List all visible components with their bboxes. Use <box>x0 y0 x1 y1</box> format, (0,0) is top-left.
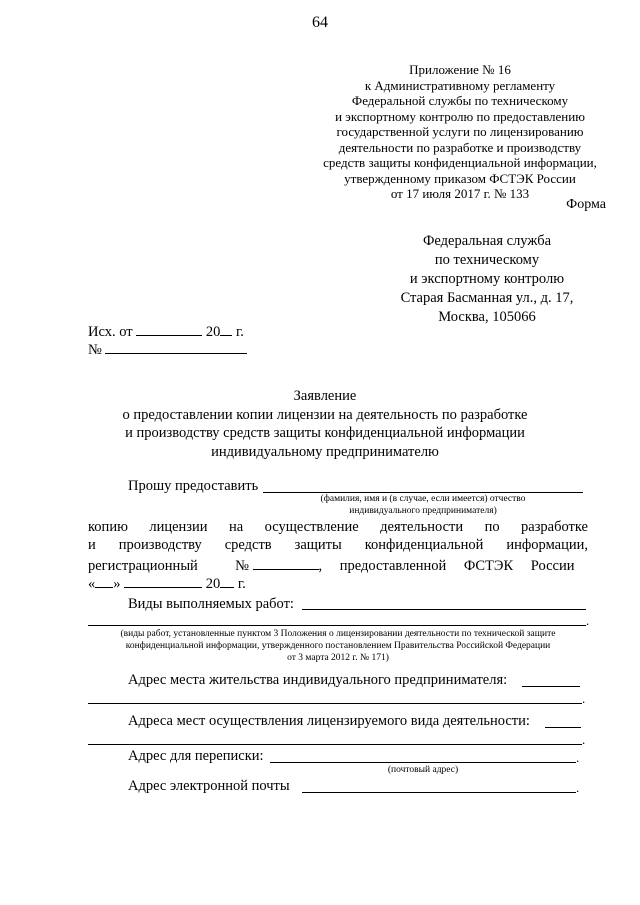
title-line: индивидуальному предпринимателю <box>211 443 439 460</box>
license-year: 20 <box>205 576 221 592</box>
date-close-quote: » <box>113 576 121 592</box>
form-label: Форма <box>566 197 606 212</box>
outgoing-number-field[interactable] <box>105 338 247 354</box>
license-year-field[interactable] <box>220 572 234 588</box>
residence-field-line2[interactable] <box>88 703 582 704</box>
outgoing-suffix: г. <box>236 324 244 340</box>
outgoing-ref-prefix: Исх. от <box>88 324 133 340</box>
residence-label: Адрес места жительства индивидуального предпринимателя: <box>128 672 508 688</box>
correspondence-hint: (почтовый адрес) <box>387 765 459 775</box>
applicant-name-hint <box>263 493 583 517</box>
appendix-line: деятельности по разработке и производству <box>338 139 582 155</box>
correspondence-label: Адрес для переписки: <box>128 748 264 764</box>
license-month-field[interactable] <box>124 572 202 588</box>
request-label: Прошу предоставить <box>128 478 259 494</box>
recipient-block <box>382 232 592 289</box>
activity-places-label: Адреса мест осуществления лицензируемого вида деятельности: <box>128 713 530 729</box>
request-body-line: и производству средств защиты конфиденциальной информации, <box>88 537 588 553</box>
works-label: Виды выполняемых работ: <box>128 596 294 612</box>
email-field[interactable] <box>302 792 576 793</box>
hint-line: индивидуального предпринимателя) <box>349 506 497 516</box>
outgoing-date-field[interactable] <box>136 320 202 336</box>
date-open-quote: « <box>88 576 96 592</box>
outgoing-year-field[interactable] <box>220 320 232 336</box>
title-heading: Заявление <box>293 388 357 404</box>
works-hint-line: (виды работ, установленные пунктом 3 Положения о лицензировании деятельности по технической защите <box>120 629 556 639</box>
recipient-address <box>382 289 592 327</box>
email-label: Адрес электронной почты <box>128 778 290 794</box>
registration-no-label: № <box>235 558 249 574</box>
works-hint-line: от 3 марта 2012 г. № 171) <box>287 653 389 663</box>
title-line: и производству средств защиты конфиденциальной информации <box>125 425 525 441</box>
works-hint-line: конфиденциальной информации, утвержденного постановлением Правительства Российской Федерации <box>125 641 551 651</box>
activity-places-field-line2[interactable] <box>88 744 582 745</box>
appendix-line: Федеральной службы по техническому <box>351 93 569 108</box>
appendix-line: и экспортному контролю по предоставлению <box>335 108 585 124</box>
correspondence-field[interactable] <box>270 762 576 763</box>
works-hint <box>88 628 588 664</box>
registration-label: регистрационный <box>88 558 198 574</box>
license-day-field[interactable] <box>95 572 113 588</box>
recipient-address-line: Старая Басманная ул., д. 17, <box>400 290 574 306</box>
request-body-line: копию лицензии на осуществление деятельности по разработке <box>88 519 588 535</box>
recipient-line: и экспортному контролю <box>409 271 565 287</box>
works-field[interactable] <box>302 609 586 610</box>
outgoing-year: 20 <box>205 324 221 340</box>
appendix-line: Приложение № 16 <box>409 62 511 77</box>
works-field-line2[interactable] <box>88 625 586 626</box>
appendix-line: государственной услуги по лицензированию <box>336 124 584 139</box>
page-number: 64 <box>312 14 328 31</box>
appendix-header <box>300 62 620 202</box>
appendix-line: к Административному регламенту <box>364 77 556 93</box>
hint-line: (фамилия, имя и (в случае, если имеется) отчество <box>320 494 526 504</box>
appendix-line: утвержденному приказом ФСТЭК России <box>344 170 576 186</box>
title-line: о предоставлении копии лицензии на деятельность по разработке <box>122 406 528 423</box>
document-title <box>60 387 590 461</box>
recipient-line: по техническому <box>434 252 540 268</box>
license-date <box>88 572 246 593</box>
recipient-address-line: Москва, 105066 <box>438 309 536 325</box>
outgoing-number-label: № <box>88 342 102 358</box>
outgoing-number <box>88 338 247 359</box>
registration-after: , предоставленной ФСТЭК России <box>318 558 575 574</box>
appendix-line: от 17 июля 2017 г. № 133 <box>390 186 530 201</box>
recipient-line: Федеральная служба <box>422 233 552 249</box>
registration-number-field[interactable] <box>253 554 319 570</box>
license-date-suffix: г. <box>237 576 246 592</box>
residence-field[interactable] <box>522 686 580 687</box>
activity-places-field[interactable] <box>545 727 581 728</box>
appendix-line: средств защиты конфиденциальной информации, <box>323 155 597 170</box>
